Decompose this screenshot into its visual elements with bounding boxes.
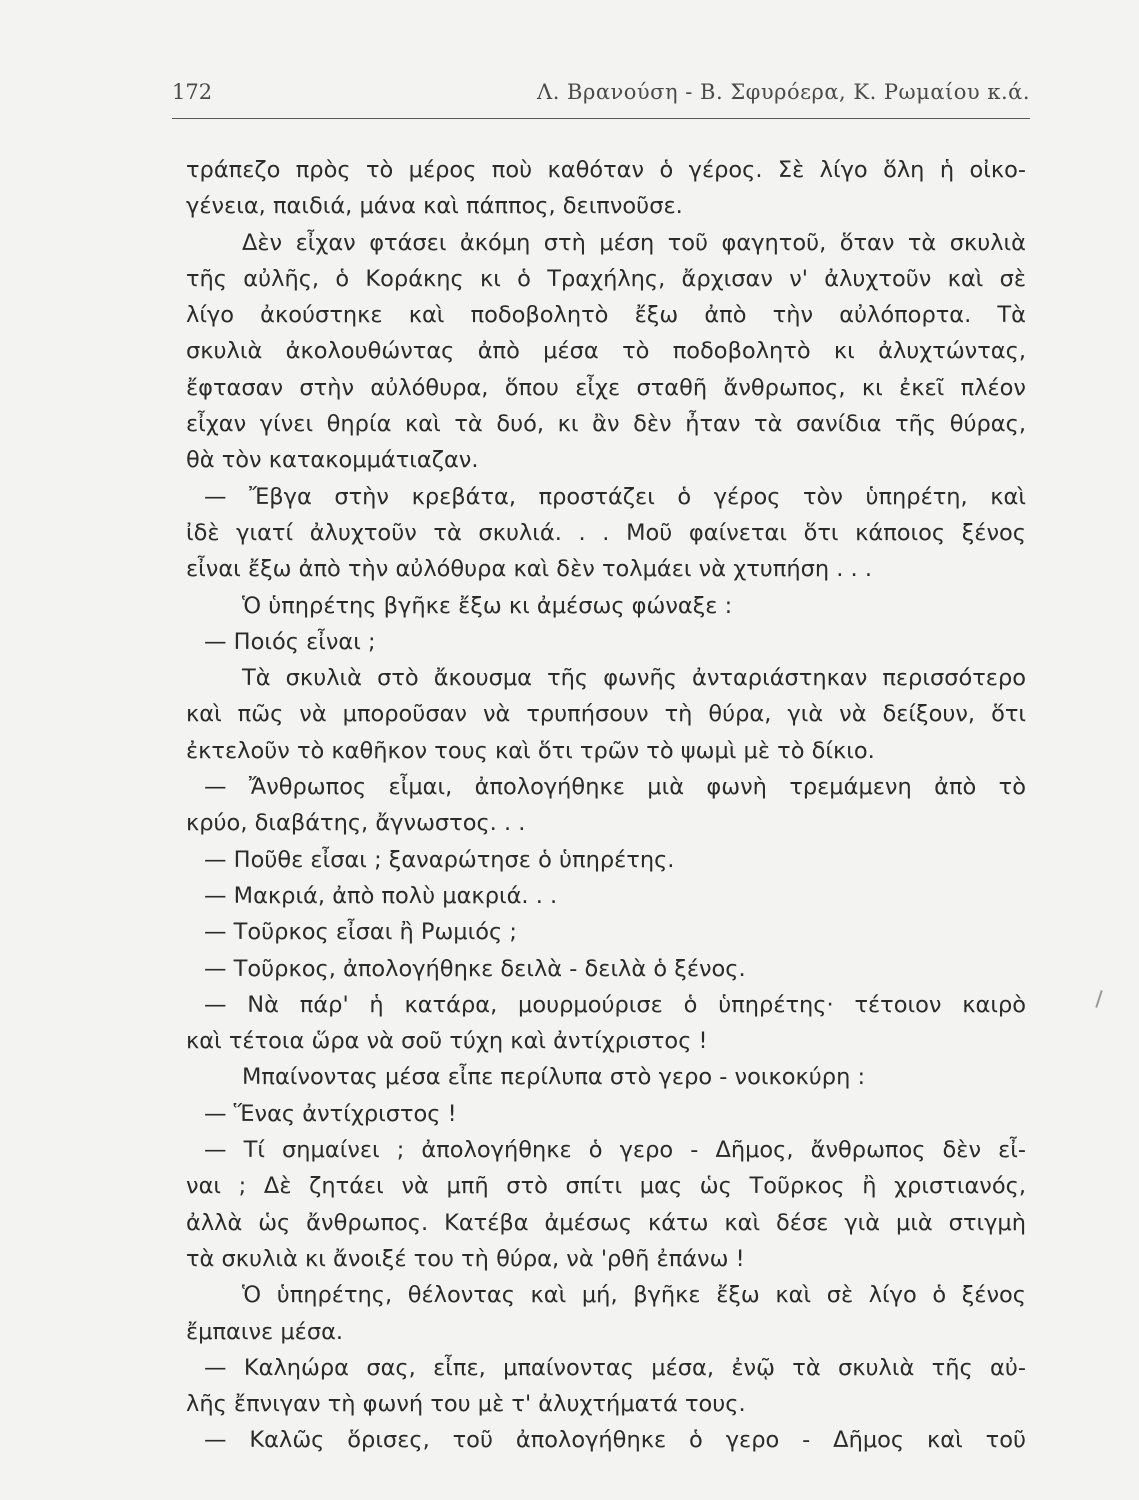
- page-header: [172, 80, 1030, 114]
- text-line: — Ποιός εἶναι ;: [204, 628, 376, 655]
- text-line: — Ἔβγα στὴν κρεβάτα, προστάζει ὁ γέρος τὸν ὑπηρέτη, καὶ: [204, 483, 1026, 510]
- text-line: ἐκτελοῦν τὸ καθῆκον τους καὶ ὅτι τρῶν τὸ ψωμὶ μὲ τὸ δίκιο.: [186, 737, 875, 764]
- text-line: — Τοῦρκος εἶσαι ἢ Ρωμιός ;: [204, 919, 517, 946]
- page-number: 172: [172, 80, 213, 104]
- text-line: — Τοῦρκος, ἀπολογήθηκε δειλὰ - δειλὰ ὁ ξένος.: [204, 955, 746, 982]
- text-line: τράπεζο πρὸς τὸ μέρος ποὺ καθόταν ὁ γέρος. Σὲ λίγο ὅλη ἡ οἰκο-: [186, 157, 1026, 183]
- text-line: Ὁ ὑπηρέτης, θέλοντας καὶ μή, βγῆκε ἔξω καὶ σὲ λίγο ὁ ξένος: [242, 1282, 1026, 1309]
- text-line: — Ἕνας ἀντίχριστος !: [204, 1100, 457, 1127]
- body-text: [186, 152, 1026, 1459]
- text-line: — Τί σημαίνει ; ἀπολογήθηκε ὁ γερο - Δῆμος, ἄνθρωπος δὲν εἶ-: [204, 1137, 1026, 1164]
- text-line: γένεια, παιδιά, μάνα καὶ πάππος, δειπνοῦσε.: [186, 193, 683, 220]
- text-line: λῆς ἔπνιγαν τὴ φωνή του μὲ τ' ἀλυχτήματά τους.: [186, 1391, 746, 1418]
- text-line: τῆς αὐλῆς, ὁ Κοράκης κι ὁ Τραχήλης, ἄρχισαν ν' ἀλυχτοῦν καὶ σὲ: [186, 265, 1026, 292]
- text-line: ἔφτασαν στὴν αὐλόθυρα, ὅπου εἶχε σταθῆ ἄνθρωπος, κι ἐκεῖ πλέον: [186, 374, 1026, 401]
- text-line: ἔμπαινε μέσα.: [186, 1318, 344, 1345]
- text-line: Ὁ ὑπηρέτης βγῆκε ἔξω κι ἀμέσως φώναξε :: [242, 592, 733, 619]
- text-line: — Ποῦθε εἶσαι ; ξαναρώτησε ὁ ὑπηρέτης.: [204, 846, 675, 873]
- stray-mark: [1095, 990, 1102, 1008]
- header-rule: [172, 118, 1030, 119]
- text-line: σκυλιὰ ἀκολουθώντας ἀπὸ μέσα τὸ ποδοβολητὸ κι ἀλυχτώντας,: [186, 338, 1026, 365]
- text-line: τὰ σκυλιὰ κι ἄνοιξέ του τὴ θύρα, νὰ 'ρθῆ ἐπάνω !: [186, 1245, 745, 1272]
- text-line: Τὰ σκυλιὰ στὸ ἄκουσμα τῆς φωνῆς ἀνταριάστηκαν περισσότερο: [242, 665, 1026, 692]
- text-line: Μπαίνοντας μέσα εἶπε περίλυπα στὸ γερο - νοικοκύρη :: [242, 1064, 866, 1091]
- text-line: καὶ τέτοια ὥρα νὰ σοῦ τύχη καὶ ἀντίχριστος !: [186, 1028, 708, 1055]
- text-line: — Ἄνθρωπος εἶμαι, ἀπολογήθηκε μιὰ φωνὴ τρεμάμενη ἀπὸ τὸ: [204, 774, 1026, 801]
- text-line: κρύο, διαβάτης, ἄγνωστος. . .: [186, 810, 526, 837]
- text-line: — Καλῶς ὅρισες, τοῦ ἀπολογήθηκε ὁ γερο - Δῆμος καὶ τοῦ: [204, 1427, 1026, 1454]
- text-line: εἶναι ἔξω ἀπὸ τὴν αὐλόθυρα καὶ δὲν τολμάει νὰ χτυπήση . . .: [186, 556, 873, 583]
- running-head: Λ. Βρανούση - Β. Σφυρόερα, Κ. Ρωμαίου κ.ά.: [537, 80, 1030, 104]
- text-line: ἀλλὰ ὡς ἄνθρωπος. Κατέβα ἀμέσως κάτω καὶ δέσε γιὰ μιὰ στιγμὴ: [186, 1209, 1026, 1236]
- text-line: — Νὰ πάρ' ἡ κατάρα, μουρμούρισε ὁ ὑπηρέτης· τέτοιον καιρὸ: [204, 991, 1026, 1018]
- text-line: θὰ τὸν κατακομμάτιαζαν.: [186, 447, 479, 474]
- text-line: ναι ; Δὲ ζητάει νὰ μπῆ στὸ σπίτι μας ὡς Τοῦρκος ἢ χριστιανός,: [186, 1173, 1026, 1200]
- text-line: ἰδὲ γιατί ἀλυχτοῦν τὰ σκυλιά. . . Μοῦ φαίνεται ὅτι κάποιος ξένος: [186, 519, 1026, 546]
- text-line: καὶ πῶς νὰ μποροῦσαν νὰ τρυπήσουν τὴ θύρα, γιὰ νὰ δείξουν, ὅτι: [186, 701, 1026, 728]
- text-line: Δὲν εἶχαν φτάσει ἀκόμη στὴ μέση τοῦ φαγητοῦ, ὅταν τὰ σκυλιὰ: [242, 229, 1026, 256]
- text-line: — Καληώρα σας, εἶπε, μπαίνοντας μέσα, ἐνῷ τὰ σκυλιὰ τῆς αὐ-: [204, 1354, 1026, 1381]
- text-line: λίγο ἀκούστηκε καὶ ποδοβολητὸ ἔξω ἀπὸ τὴν αὐλόπορτα. Τὰ: [186, 302, 1026, 329]
- text-line: εἶχαν γίνει θηρία καὶ τὰ δυό, κι ἂν δὲν ἦταν τὰ σανίδια τῆς θύρας,: [186, 411, 1026, 438]
- text-line: — Μακριά, ἀπὸ πολὺ μακριά. . .: [204, 882, 558, 909]
